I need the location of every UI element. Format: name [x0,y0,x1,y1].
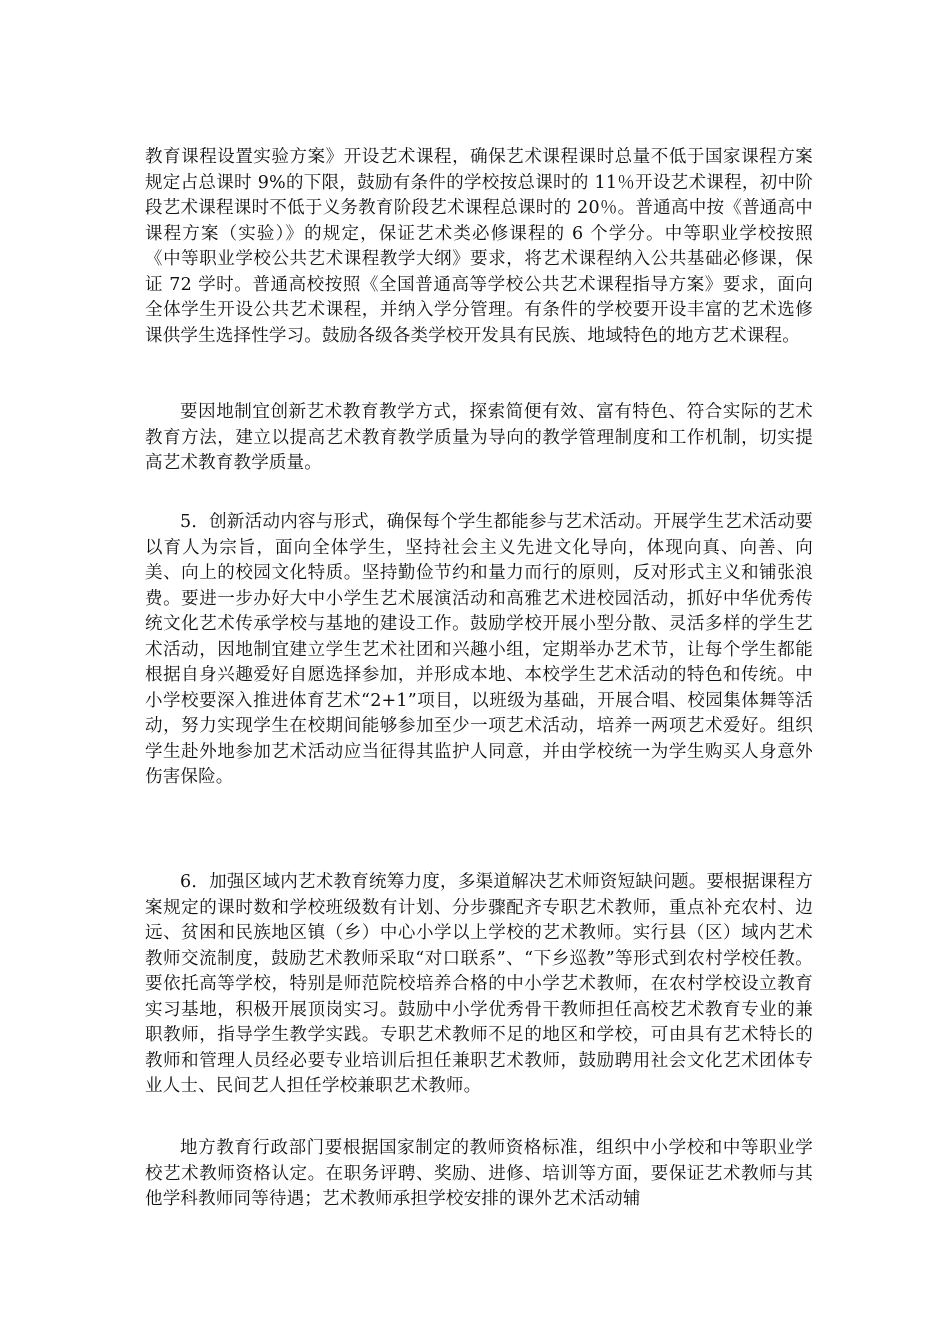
paragraph-item-5-activities: 5．创新活动内容与形式，确保每个学生都能参与艺术活动。开展学生艺术活动要以育人为宗旨，面向全体学生，坚持社会主义先进文化导向，体现向真、向善、向美、向上的校园文化特质。坚持勤俭节约和量力而行的原则，反对形式主义和铺张浪费。要进一步办好大中小学生艺术展演活动和高雅艺术进校园活动，抓好中华优秀传统文化艺术传承学校与基地的建设工作。鼓励学校开展小型分散、灵活多样的学生艺术活动，因地制宜建立学生艺术社团和兴趣小组，定期举办艺术节，让每个学生都能根据自身兴趣爱好自愿选择参加，并形成本地、本校学生艺术活动的特色和传统。中小学校要深入推进体育艺术“2+1”项目，以班级为基础，开展合唱、校园集体舞等活动，努力实现学生在校期间能够参加至少一项艺术活动，培养一两项艺术爱好。组织学生赴外地参加艺术活动应当征得其监护人同意，并由学校统一为学生购买人身意外伤害保险。 [145,512,813,787]
paragraph-teaching-methods: 要因地制宜创新艺术教育教学方式，探索简便有效、富有特色、符合实际的艺术教育方法，建立以提高艺术教育教学质量为导向的教学管理制度和工作机制，切实提高艺术教育教学质量。 [145,402,813,473]
paragraph-arts-curriculum: 教育课程设置实验方案》开设艺术课程，确保艺术课程课时总量不低于国家课程方案规定占总课时 9%的下限，鼓励有条件的学校按总课时的 11％开设艺术课程，初中阶段艺术课程课时不低于义务教育阶段艺术课程总课时的 20％。普通高中按《普通高中课程方案（实验）》的规定，保证艺术类必修课程的 6 个学分。中等职业学校按照《中等职业学校公共艺术课程教学大纲》要求，将艺术课程纳入公共基础必修课，保证 72 学时。普通高校按照《全国普通高等学校公共艺术课程指导方案》要求，面向全体学生开设公共艺术课程，并纳入学分管理。有条件的学校要开设丰富的艺术选修课供学生选择性学习。鼓励各级各类学校开发具有民族、地域特色的地方艺术课程。 [145,147,813,346]
paragraph-item-6-teachers: 6．加强区域内艺术教育统筹力度，多渠道解决艺术师资短缺问题。要根据课程方案规定的课时数和学校班级数有计划、分步骤配齐专职艺术教师，重点补充农村、边远、贫困和民族地区镇（乡）中心小学以上学校的艺术教师。实行县（区）域内艺术教师交流制度，鼓励艺术教师采取“对口联系”、“下乡巡教”等形式到农村学校任教。要依托高等学校，特别是师范院校培养合格的中小学艺术教师，在农村学校设立教育实习基地，积极开展顶岗实习。鼓励中小学优秀骨干教师担任高校艺术教育专业的兼职教师，指导学生教学实践。专职艺术教师不足的地区和学校，可由具有艺术特长的教师和管理人员经必要专业培训后担任兼职艺术教师，鼓励聘用社会文化艺术团体专业人士、民间艺人担任学校兼职艺术教师。 [145,872,813,1096]
paragraph-teacher-qualification: 地方教育行政部门要根据国家制定的教师资格标准，组织中小学校和中等职业学校艺术教师资格认定。在职务评聘、奖励、进修、培训等方面，要保证艺术教师与其他学科教师同等待遇；艺术教师承担学校安排的课外艺术活动辅 [145,1138,813,1209]
